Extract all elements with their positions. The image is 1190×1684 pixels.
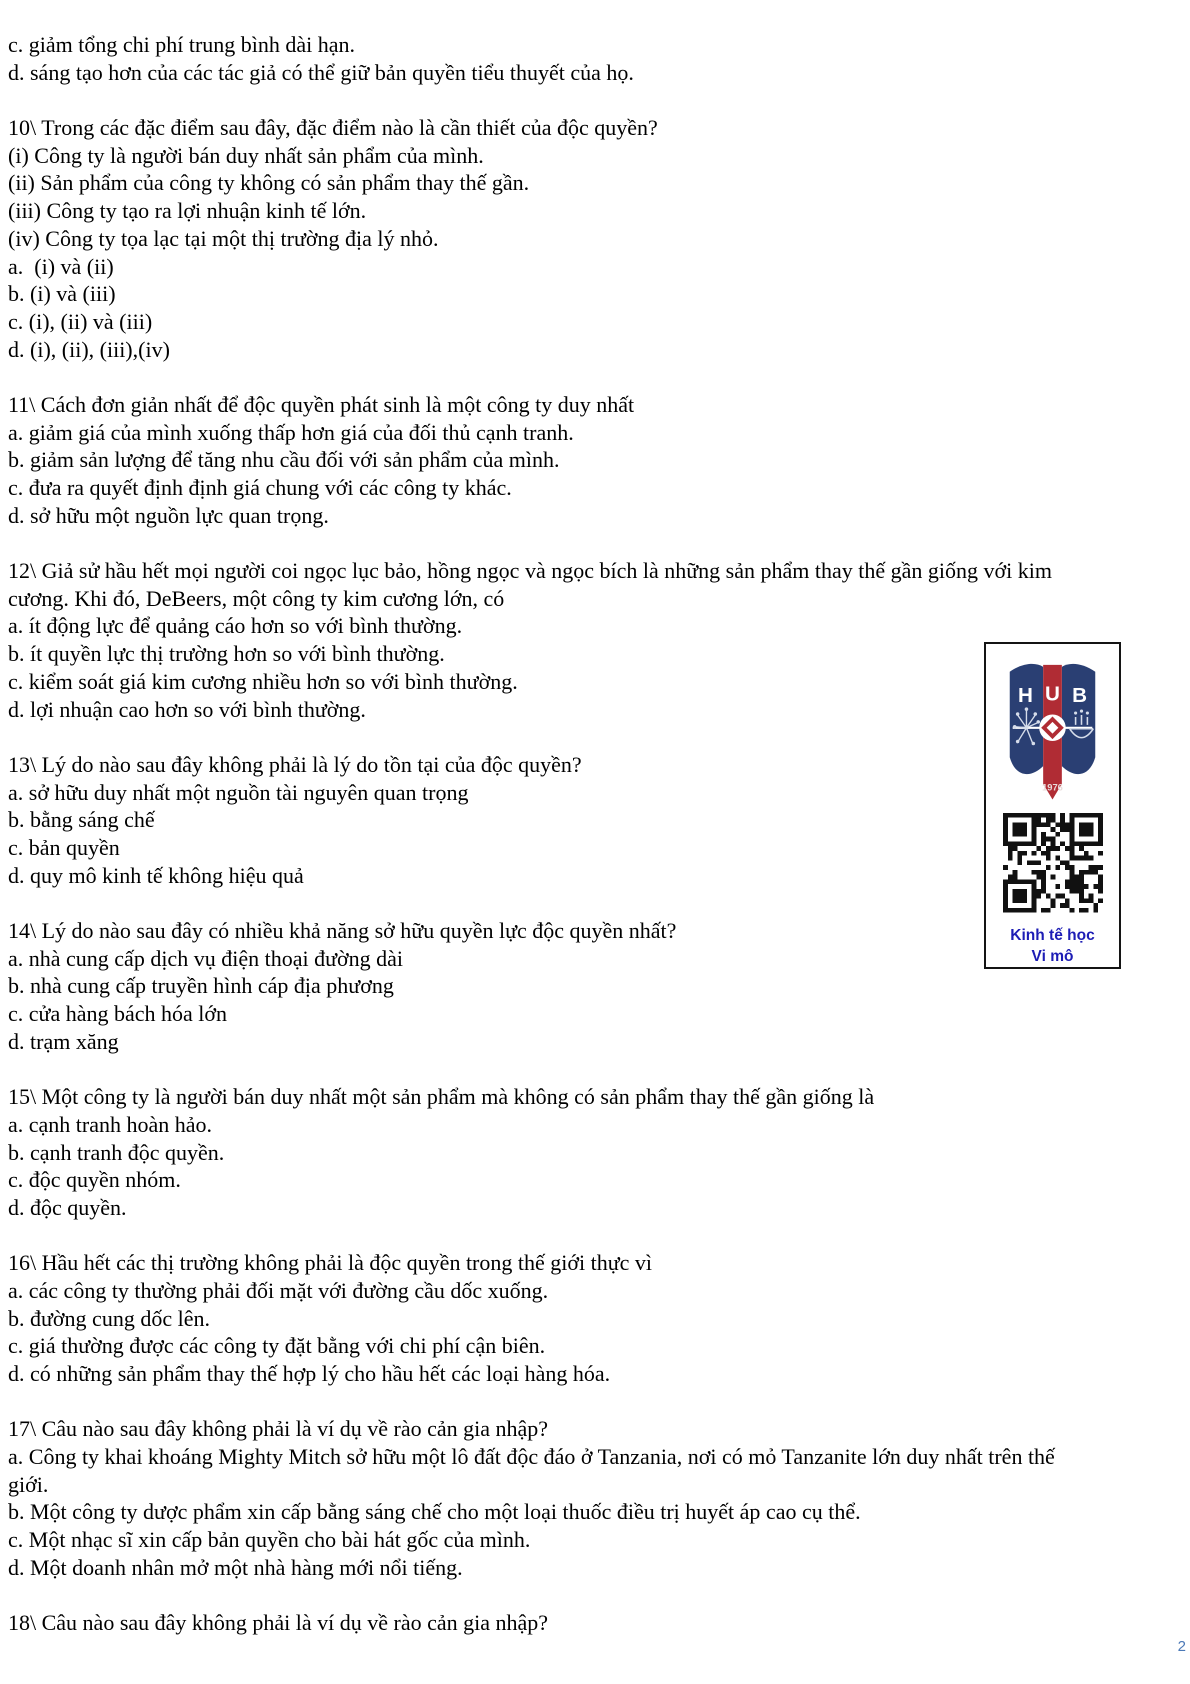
text-line: a. các công ty thường phải đối mặt với đường cầu dốc xuống. [8,1277,549,1303]
text-line: a. (i) và (ii) [8,253,114,279]
text-line [8,363,1190,391]
hub-university-logo-icon [1004,658,1101,807]
text-line: c. Một nhạc sĩ xin cấp bản quyền cho bài hát gốc của mình. [8,1527,531,1553]
logo-letter-u: U [1045,682,1060,706]
text-line: a. giảm giá của mình xuống thấp hơn giá của đối thủ cạnh tranh. [8,419,574,445]
text-line: c. đưa ra quyết định định giá chung với các công ty khác. [8,475,512,500]
text-line: (iv) Công ty tọa lạc tại một thị trường địa lý nhỏ. [8,225,439,251]
text-line: d. lợi nhuận cao hơn so với bình thường. [8,696,366,722]
text-line: b. đường cung dốc lên. [8,1305,210,1331]
text-line: d. Một doanh nhân mở một nhà hàng mới nổi tiếng. [8,1554,463,1580]
text-line: d. sáng tạo hơn của các tác giả có thể giữ bản quyền tiểu thuyết của họ. [8,59,634,85]
text-line: a. cạnh tranh hoàn hảo. [8,1111,213,1137]
text-line: c. kiểm soát giá kim cương nhiều hơn so với bình thường. [8,668,518,694]
text-line: cương. Khi đó, DeBeers, một công ty kim cương lớn, có [8,585,505,611]
text-line: (iii) Công ty tạo ra lợi nhuận kinh tế lớn. [8,198,367,224]
text-line: 18\ Câu nào sau đây không phải là ví dụ về rào cản gia nhập? [8,1610,549,1636]
text-line: c. cửa hàng bách hóa lớn [8,1001,228,1027]
text-line [8,1582,1190,1610]
text-line: d. quy mô kinh tế không hiệu quả [8,862,304,888]
text-line: giới. [8,1471,49,1497]
text-line: c. độc quyền nhóm. [8,1167,181,1193]
text-line: d. có những sản phẩm thay thế hợp lý cho hầu hết các loại hàng hóa. [8,1361,611,1386]
text-line: (i) Công ty là người bán duy nhất sản phẩm của mình. [8,142,484,168]
text-line: 11\ Cách đơn giản nhất để độc quyền phát sinh là một công ty duy nhất [8,391,635,417]
text-line: a. Công ty khai khoáng Mighty Mitch sở hữu một lô đất độc đáo ở Tanzania, nơi có mỏ Tanzanite lớn duy nhất trên thế [8,1444,1055,1470]
text-line [8,86,1190,114]
text-line: c. giá thường được các công ty đặt bằng với chi phí cận biên. [8,1333,546,1359]
text-line: d. độc quyền. [8,1194,127,1220]
text-line: 15\ Một công ty là người bán duy nhất một sản phẩm mà không có sản phẩm thay thế gần giống là [8,1084,875,1110]
text-line: a. nhà cung cấp dịch vụ điện thoại đường dài [8,945,404,971]
text-line [8,1055,1190,1083]
text-line: b. cạnh tranh độc quyền. [8,1139,225,1165]
text-line: (ii) Sản phẩm của công ty không có sản phẩm thay thế gần. [8,170,530,196]
text-line: b. (i) và (iii) [8,281,116,307]
badge-caption-line2: Vi mô [1031,948,1074,965]
text-line: 14\ Lý do nào sau đây có nhiều khả năng sở hữu quyền lực độc quyền nhất? [8,918,677,943]
text-line: d. sở hữu một nguồn lực quan trọng. [8,502,329,528]
text-line: c. (i), (ii) và (iii) [8,308,153,334]
text-line: b. nhà cung cấp truyền hình cáp địa phương [8,973,394,999]
text-line: d. (i), (ii), (iii),(iv) [8,336,170,362]
text-line: 13\ Lý do nào sau đây không phải là lý do tồn tại của độc quyền? [8,751,582,777]
text-line: 16\ Hầu hết các thị trường không phải là độc quyền trong thế giới thực vì [8,1250,653,1276]
text-line: b. ít quyền lực thị trường hơn so với bình thường. [8,641,445,667]
text-line: 10\ Trong các đặc điểm sau đây, đặc điểm nào là cần thiết của độc quyền? [8,115,658,141]
qr-code [1003,813,1103,913]
logo-letter-b: B [1072,684,1087,708]
text-line: c. giảm tổng chi phí trung bình dài hạn. [8,32,356,57]
text-line: 12\ Giả sử hầu hết mọi người coi ngọc lục bảo, hồng ngọc và ngọc bích là những sản phẩm thay thế gần giống với kim [8,558,1052,584]
text-line [8,529,1190,557]
text-line [8,1222,1190,1250]
text-line: b. bằng sáng chế [8,807,155,833]
page-number: 2 [1177,1638,1186,1655]
logo-year: 1976 [1042,782,1063,793]
badge-caption-line1: Kinh tế học [1010,927,1095,944]
text-line: a. sở hữu duy nhất một nguồn tài nguyên quan trọng [8,779,469,805]
badge-caption [1010,925,1094,967]
text-line: 17\ Câu nào sau đây không phải là ví dụ về rào cản gia nhập? [8,1416,549,1442]
text-line [8,1388,1190,1416]
text-line: b. Một công ty dược phẩm xin cấp bằng sáng chế cho một loại thuốc điều trị huyết áp cao cụ thể. [8,1499,861,1525]
text-line: d. trạm xăng [8,1028,119,1054]
text-line: b. giảm sản lượng để tăng nhu cầu đối với sản phẩm của mình. [8,447,560,473]
text-line: a. ít động lực để quảng cáo hơn so với bình thường. [8,613,463,639]
text-line: c. bản quyền [8,834,120,860]
course-badge [984,642,1121,969]
logo-letter-h: H [1018,684,1033,708]
